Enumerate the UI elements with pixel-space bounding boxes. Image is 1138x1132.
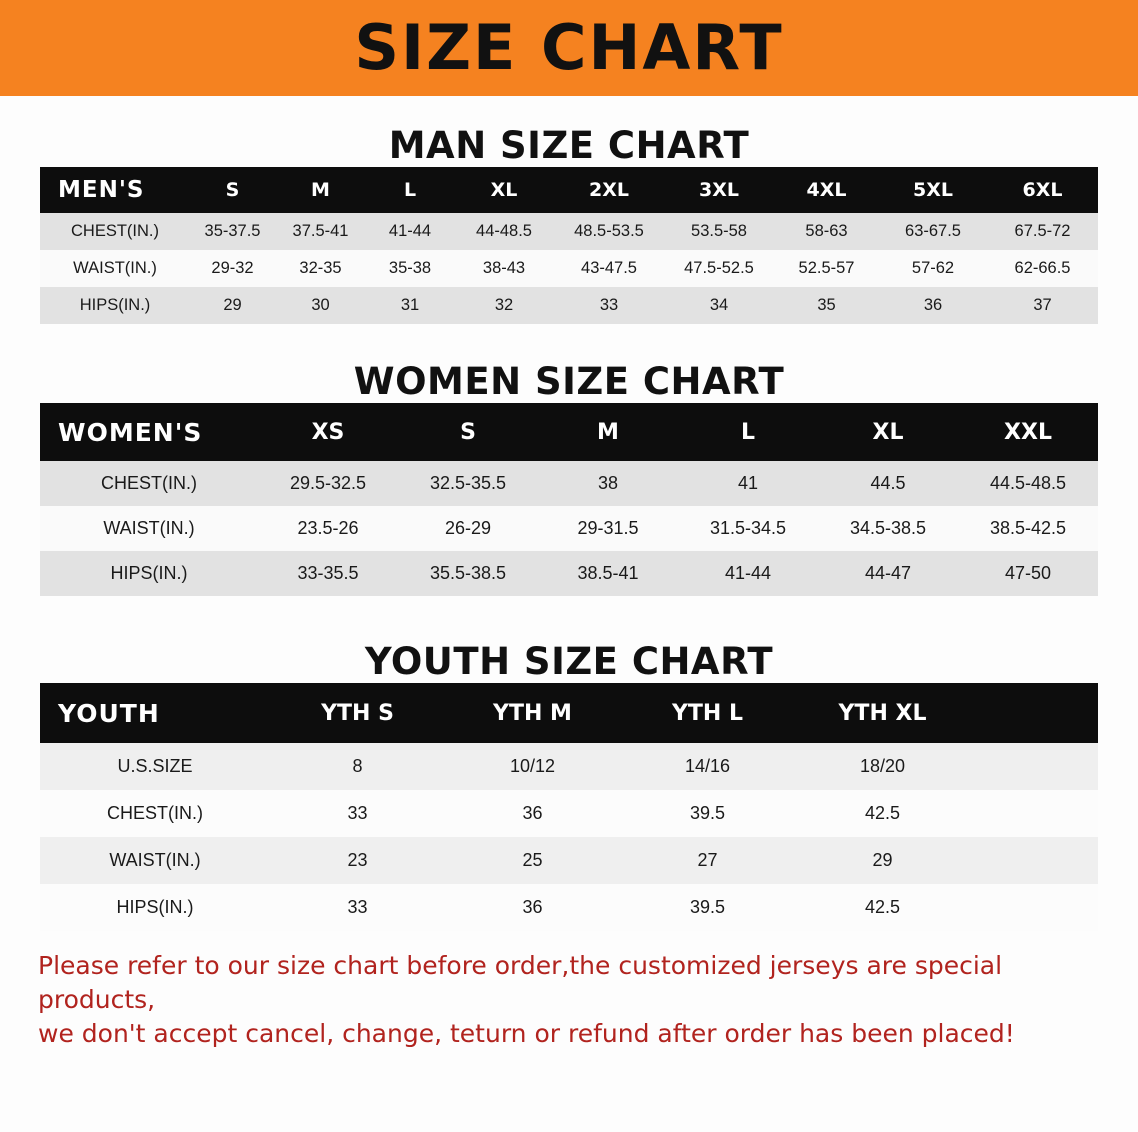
man-row-0-label: CHEST(IN.) (40, 213, 190, 250)
youth-row-0-cell-0: 8 (270, 743, 445, 790)
table-row (40, 213, 1098, 250)
man-row-2-cell-8: 37 (987, 287, 1098, 324)
man-header-cell-2: M (275, 167, 366, 213)
women-row-1-label: WAIST(IN.) (40, 506, 258, 551)
youth-row-1-label: CHEST(IN.) (40, 790, 270, 837)
youth-header-cell-0: YOUTH (40, 683, 270, 743)
man-row-1-cell-6: 52.5-57 (774, 250, 879, 287)
man-header-cell-6: 3XL (664, 167, 774, 213)
youth-row-2-spacer (970, 837, 1098, 884)
women-header-cell-0: WOMEN'S (40, 403, 258, 461)
youth-row-3-cell-3: 42.5 (795, 884, 970, 931)
table-row (40, 461, 1098, 506)
man-row-2-cell-0: 29 (190, 287, 275, 324)
women-row-2-label: HIPS(IN.) (40, 551, 258, 596)
youth-header-cell-1: YTH S (270, 683, 445, 743)
youth-header-cell-3: YTH L (620, 683, 795, 743)
man-header-cell-7: 4XL (774, 167, 879, 213)
man-row-2-cell-4: 33 (554, 287, 664, 324)
youth-row-0-cell-3: 18/20 (795, 743, 970, 790)
women-row-2-cell-4: 44-47 (818, 551, 958, 596)
table-header-row (40, 403, 1098, 461)
women-row-0-cell-2: 38 (538, 461, 678, 506)
table-row (40, 287, 1098, 324)
man-row-0-cell-1: 37.5-41 (275, 213, 366, 250)
women-row-0-label: CHEST(IN.) (40, 461, 258, 506)
man-row-2-label: HIPS(IN.) (40, 287, 190, 324)
women-row-0-cell-4: 44.5 (818, 461, 958, 506)
youth-row-0-cell-1: 10/12 (445, 743, 620, 790)
man-row-1-cell-1: 32-35 (275, 250, 366, 287)
man-row-0-cell-4: 48.5-53.5 (554, 213, 664, 250)
man-row-1-cell-5: 47.5-52.5 (664, 250, 774, 287)
table-row (40, 506, 1098, 551)
women-row-2-cell-1: 35.5-38.5 (398, 551, 538, 596)
man-header-cell-8: 5XL (879, 167, 987, 213)
youth-section-heading: YOUTH SIZE CHART (364, 640, 774, 683)
man-row-1-cell-2: 35-38 (366, 250, 454, 287)
table-row (40, 790, 1098, 837)
youth-row-3-cell-0: 33 (270, 884, 445, 931)
women-row-0-cell-0: 29.5-32.5 (258, 461, 398, 506)
man-section-heading: MAN SIZE CHART (388, 124, 750, 167)
youth-row-3-label: HIPS(IN.) (40, 884, 270, 931)
women-header-cell-1: XS (258, 403, 398, 461)
youth-row-2-cell-0: 23 (270, 837, 445, 884)
man-row-2-cell-7: 36 (879, 287, 987, 324)
youth-header-spacer (970, 683, 1098, 743)
page-banner (0, 0, 1138, 96)
youth-header-cell-4: YTH XL (795, 683, 970, 743)
man-row-1-cell-0: 29-32 (190, 250, 275, 287)
man-row-1-label: WAIST(IN.) (40, 250, 190, 287)
man-row-2-cell-5: 34 (664, 287, 774, 324)
man-row-0-cell-5: 53.5-58 (664, 213, 774, 250)
women-row-2-cell-5: 47-50 (958, 551, 1098, 596)
man-header-cell-5: 2XL (554, 167, 664, 213)
table-row (40, 743, 1098, 790)
women-row-0-cell-1: 32.5-35.5 (398, 461, 538, 506)
women-chart-wrapper (0, 403, 1138, 596)
man-row-0-cell-8: 67.5-72 (987, 213, 1098, 250)
man-row-1-cell-3: 38-43 (454, 250, 554, 287)
youth-size-table (40, 683, 1098, 931)
man-row-2-cell-2: 31 (366, 287, 454, 324)
man-row-0-cell-3: 44-48.5 (454, 213, 554, 250)
women-header-cell-6: XXL (958, 403, 1098, 461)
man-chart-wrapper (0, 167, 1138, 324)
man-row-1-cell-7: 57-62 (879, 250, 987, 287)
women-row-2-cell-0: 33-35.5 (258, 551, 398, 596)
youth-row-2-cell-3: 29 (795, 837, 970, 884)
women-row-2-cell-2: 38.5-41 (538, 551, 678, 596)
man-size-table (40, 167, 1098, 324)
man-header-cell-0: MEN'S (40, 167, 190, 213)
man-header-cell-1: S (190, 167, 275, 213)
women-header-cell-3: M (538, 403, 678, 461)
man-row-0-cell-6: 58-63 (774, 213, 879, 250)
man-header-cell-9: 6XL (987, 167, 1098, 213)
women-row-2-cell-3: 41-44 (678, 551, 818, 596)
youth-row-0-spacer (970, 743, 1098, 790)
youth-row-2-cell-2: 27 (620, 837, 795, 884)
women-header-cell-5: XL (818, 403, 958, 461)
man-header-cell-3: L (366, 167, 454, 213)
disclaimer-line-1: Please refer to our size chart before order,the customized jerseys are special products, (38, 951, 1003, 1014)
women-size-table (40, 403, 1098, 596)
women-row-1-cell-3: 31.5-34.5 (678, 506, 818, 551)
table-row (40, 884, 1098, 931)
women-row-1-cell-0: 23.5-26 (258, 506, 398, 551)
disclaimer-line-2: we don't accept cancel, change, teturn or refund after order has been placed! (38, 1018, 1015, 1048)
youth-row-3-cell-2: 39.5 (620, 884, 795, 931)
youth-row-0-cell-2: 14/16 (620, 743, 795, 790)
women-row-1-cell-1: 26-29 (398, 506, 538, 551)
man-row-0-cell-0: 35-37.5 (190, 213, 275, 250)
youth-row-2-label: WAIST(IN.) (40, 837, 270, 884)
women-row-1-cell-2: 29-31.5 (538, 506, 678, 551)
youth-row-1-spacer (970, 790, 1098, 837)
man-header-cell-4: XL (454, 167, 554, 213)
youth-row-1-cell-0: 33 (270, 790, 445, 837)
women-row-1-cell-5: 38.5-42.5 (958, 506, 1098, 551)
youth-chart-wrapper (0, 683, 1138, 931)
women-row-0-cell-5: 44.5-48.5 (958, 461, 1098, 506)
youth-row-3-spacer (970, 884, 1098, 931)
women-row-1-cell-4: 34.5-38.5 (818, 506, 958, 551)
man-row-2-cell-1: 30 (275, 287, 366, 324)
table-header-row (40, 683, 1098, 743)
page-title: SIZE CHART (354, 11, 784, 84)
youth-row-2-cell-1: 25 (445, 837, 620, 884)
youth-row-3-cell-1: 36 (445, 884, 620, 931)
man-row-2-cell-3: 32 (454, 287, 554, 324)
table-row (40, 551, 1098, 596)
women-row-0-cell-3: 41 (678, 461, 818, 506)
women-section-heading: WOMEN SIZE CHART (353, 360, 785, 403)
youth-row-0-label: U.S.SIZE (40, 743, 270, 790)
table-row (40, 837, 1098, 884)
man-row-1-cell-4: 43-47.5 (554, 250, 664, 287)
table-row (40, 250, 1098, 287)
youth-row-1-cell-1: 36 (445, 790, 620, 837)
women-header-cell-4: L (678, 403, 818, 461)
man-row-0-cell-7: 63-67.5 (879, 213, 987, 250)
women-header-cell-2: S (398, 403, 538, 461)
disclaimer-note (0, 949, 1138, 1050)
man-row-1-cell-8: 62-66.5 (987, 250, 1098, 287)
youth-row-1-cell-2: 39.5 (620, 790, 795, 837)
youth-header-cell-2: YTH M (445, 683, 620, 743)
man-row-2-cell-6: 35 (774, 287, 879, 324)
man-row-0-cell-2: 41-44 (366, 213, 454, 250)
table-header-row (40, 167, 1098, 213)
youth-row-1-cell-3: 42.5 (795, 790, 970, 837)
